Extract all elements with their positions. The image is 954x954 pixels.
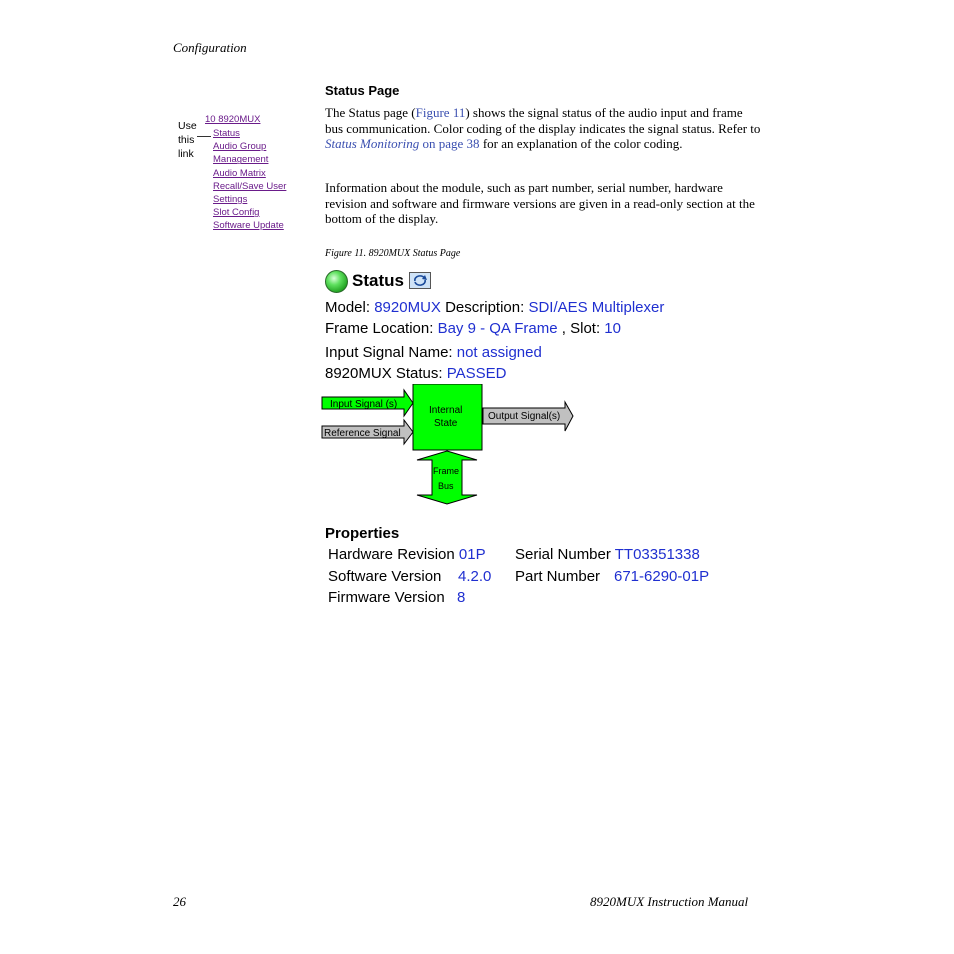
input-signal-value: not assigned <box>456 344 542 361</box>
internal-state-box[interactable] <box>413 384 482 450</box>
frame-bus-label-1: Frame <box>433 466 460 476</box>
part-number-label: Part Number <box>515 568 601 585</box>
nav-item-management[interactable]: Management <box>213 154 269 166</box>
mux-status-value: PASSED <box>446 365 507 382</box>
model-value: 8920MUX <box>374 299 441 316</box>
intro-paragraph <box>325 105 763 152</box>
status-led-icon <box>325 270 348 293</box>
firmware-version-value <box>457 589 465 606</box>
internal-state-label-2: State <box>434 418 458 429</box>
label: Model: <box>325 299 375 316</box>
running-header: Configuration <box>173 40 247 55</box>
frame-location-row <box>325 320 621 337</box>
properties-title: Properties <box>325 525 400 542</box>
page-ref-link[interactable]: on page 38 <box>419 136 480 151</box>
hardware-revision-value: 01P <box>458 546 486 563</box>
nav-item-status[interactable]: Status <box>213 128 240 139</box>
nav-item-settings[interactable]: Settings <box>213 193 248 205</box>
refresh-button[interactable] <box>409 272 431 289</box>
manual-title: 8920MUX Instruction Manual <box>590 894 749 909</box>
label: 8920MUX Status: <box>325 365 447 382</box>
nav-list <box>213 127 286 233</box>
label: Input Signal Name: <box>325 344 457 361</box>
description-value: SDI/AES Multiplexer <box>528 299 665 316</box>
frame-bus-label-2: Bus <box>438 481 454 491</box>
frame-value: Bay 9 - QA Frame <box>437 320 558 337</box>
para-text: for an explanation of the color coding. <box>479 136 683 151</box>
note-line: Use <box>178 120 197 132</box>
value: 671-6290-01P <box>614 568 710 585</box>
pointer-line <box>197 136 211 137</box>
label: Serial Number <box>515 546 615 563</box>
slot-value: 10 <box>604 320 621 337</box>
input-signal-row <box>325 344 542 361</box>
nav-item-audio-group[interactable]: Audio Group <box>213 141 267 153</box>
info-paragraph: Information about the module, such as part number, serial number, hardware revision and software and firmware versions are given in a read-only section at the bottom of the display. <box>325 180 755 226</box>
reference-signal-label: Reference Signal <box>324 428 401 439</box>
status-monitoring-link[interactable]: Status Monitoring <box>325 136 420 151</box>
serial-number <box>515 546 700 563</box>
label: Description: <box>440 299 529 316</box>
value: 4.2.0 <box>458 568 492 585</box>
note-line: link <box>178 148 194 160</box>
section-title: Status Page <box>325 83 400 98</box>
firmware-version-label: Firmware Version <box>328 589 445 606</box>
label: Hardware Revision <box>328 546 459 563</box>
value: 8 <box>457 589 466 606</box>
label: Frame Location: <box>325 320 438 337</box>
figure-caption: Figure 11. 8920MUX Status Page <box>325 248 461 259</box>
part-number-value <box>614 568 709 585</box>
input-signal-label: Input Signal (s) <box>330 399 398 410</box>
hardware-revision <box>328 546 486 563</box>
status-title: Status <box>352 271 404 290</box>
internal-state-label-1: Internal <box>429 405 463 416</box>
nav-item-recall-save[interactable]: Recall/Save User <box>213 180 287 192</box>
label: , Slot: <box>557 320 605 337</box>
nav-module-link[interactable]: 10 8920MUX <box>205 114 261 125</box>
refresh-icon <box>410 273 430 288</box>
use-this-link-note <box>178 119 197 161</box>
para-text: The Status page ( <box>325 105 416 120</box>
nav-item-slot-config[interactable]: Slot Config <box>213 207 260 219</box>
model-row <box>325 299 664 316</box>
software-version-value <box>458 568 491 585</box>
page-number: 26 <box>173 894 186 909</box>
serial-number-value: TT03351338 <box>614 546 700 563</box>
signal-diagram <box>320 384 580 508</box>
frame-bus-arrow[interactable] <box>417 451 477 504</box>
note-line: this <box>178 134 195 146</box>
nav-item-software-update[interactable]: Software Update <box>213 220 284 232</box>
mux-status-row <box>325 365 506 382</box>
software-version-label: Software Version <box>328 568 442 585</box>
nav-item-audio-matrix[interactable]: Audio Matrix <box>213 167 266 179</box>
figure-link[interactable]: Figure 11 <box>415 105 466 120</box>
para-text: ) shows the signal status of the audio input and frame bus communication. Color coding of the display indicates the signal status. Refer to <box>325 105 761 136</box>
output-signal-label: Output Signal(s) <box>488 411 561 422</box>
